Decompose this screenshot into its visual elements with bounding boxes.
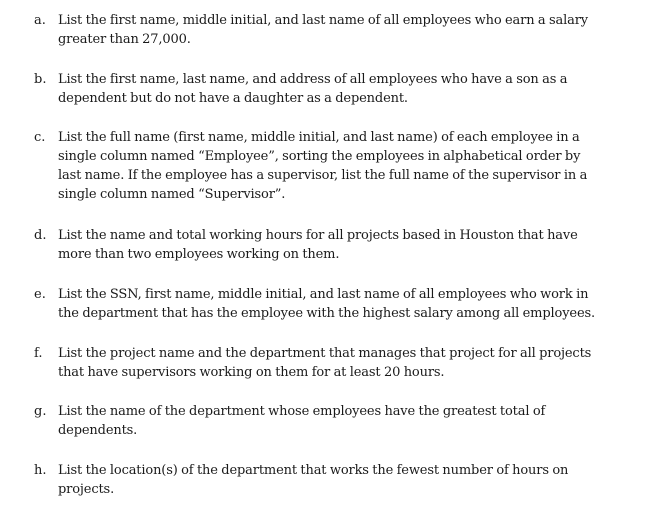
- question-text: [58, 70, 638, 108]
- question-text: [58, 128, 638, 204]
- question-marker: a.: [34, 13, 46, 28]
- question-line: List the full name (first name, middle initial, and last name) of each employee in a: [58, 130, 580, 145]
- question-line: List the SSN, first name, middle initial, and last name of all employees who work in: [58, 287, 589, 302]
- question-line: that have supervisors working on them for at least 20 hours.: [58, 365, 445, 380]
- question-line: List the name of the department whose employees have the greatest total of: [58, 404, 546, 419]
- question-marker: c.: [34, 130, 46, 145]
- question-marker: h.: [34, 463, 47, 478]
- question-line: greater than 27,000.: [58, 32, 191, 47]
- question-line: single column named “Supervisor”.: [58, 187, 286, 202]
- question-marker: d.: [34, 228, 47, 243]
- question-marker: f.: [34, 346, 43, 361]
- question-line: List the location(s) of the department that works the fewest number of hours on: [58, 463, 569, 478]
- question-line: dependent but do not have a daughter as a dependent.: [58, 91, 408, 106]
- question-line: List the first name, middle initial, and last name of all employees who earn a salary: [58, 13, 588, 28]
- question-text: [58, 461, 638, 499]
- question-line: more than two employees working on them.: [58, 247, 340, 262]
- question-marker: e.: [34, 287, 46, 302]
- question-line: projects.: [58, 482, 115, 497]
- question-text: [58, 11, 638, 49]
- question-line: the department that has the employee with the highest salary among all employees.: [58, 306, 595, 321]
- question-line: last name. If the employee has a supervisor, list the full name of the supervisor in a: [58, 168, 588, 183]
- question-line: List the name and total working hours for all projects based in Houston that have: [58, 228, 578, 243]
- question-line: List the first name, last name, and address of all employees who have a son as a: [58, 72, 568, 87]
- question-marker: g.: [34, 404, 47, 419]
- question-text: [58, 344, 638, 382]
- question-text: [58, 226, 638, 264]
- question-text: [58, 285, 638, 323]
- question-line: single column named “Employee”, sorting the employees in alphabetical order by: [58, 149, 581, 164]
- question-line: List the project name and the department that manages that project for all projects: [58, 346, 592, 361]
- question-text: [58, 402, 638, 440]
- question-marker: b.: [34, 72, 47, 87]
- question-line: dependents.: [58, 423, 138, 438]
